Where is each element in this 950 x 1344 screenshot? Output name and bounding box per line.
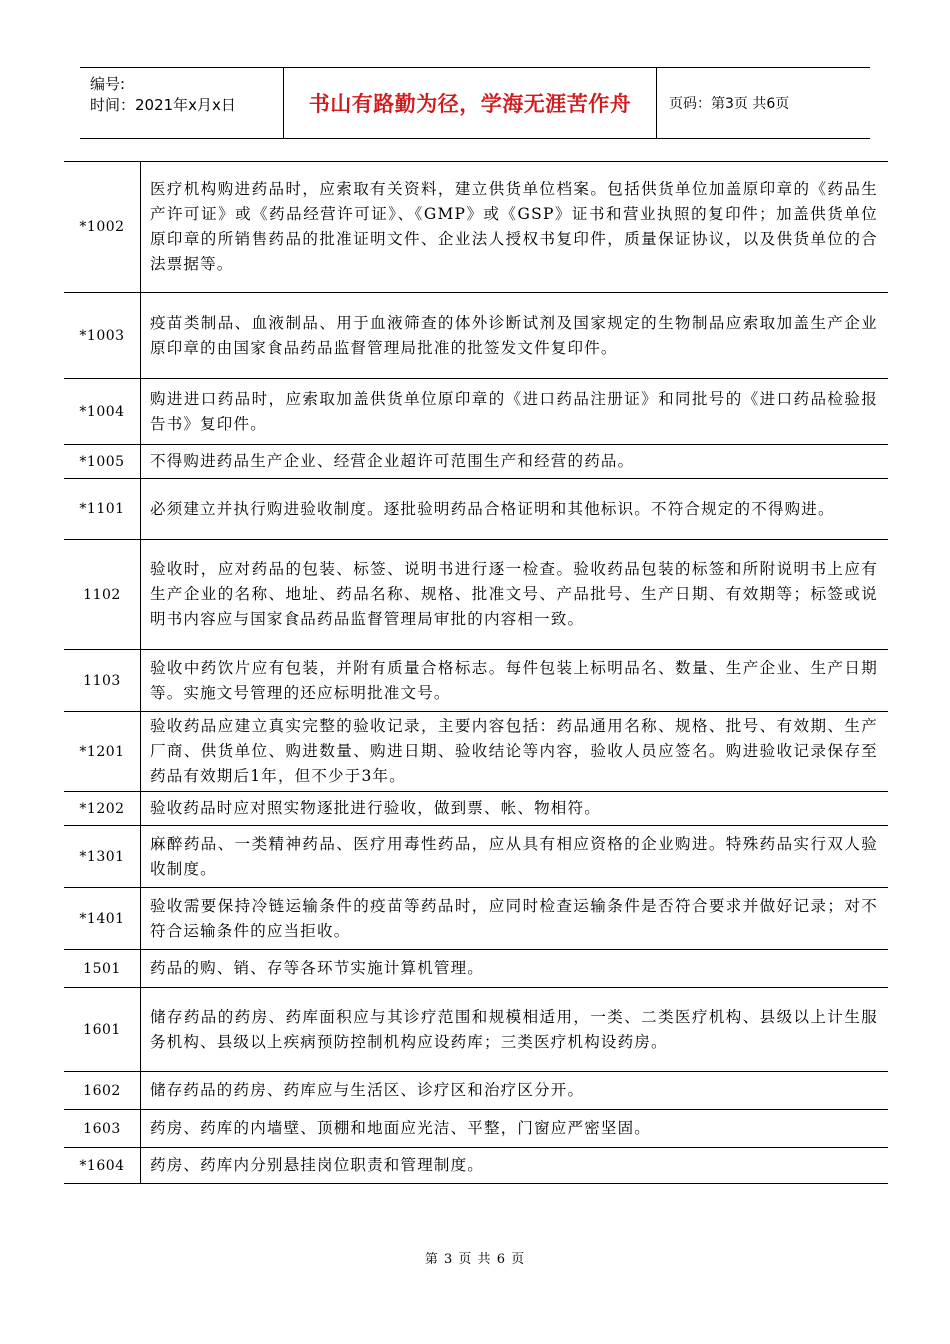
table-row <box>64 650 888 712</box>
page-header <box>80 67 870 139</box>
item-description: 储存药品的药房、药库面积应与其诊疗范围和规模相适用，一类、二类医疗机构、县级以上计生服务机构、县级以上疾病预防控制机构应设药库；三类医疗机构设药房。 <box>141 988 889 1072</box>
item-code: *1202 <box>64 792 141 826</box>
item-description: 验收中药饮片应有包装，并附有质量合格标志。每件包装上标明品名、数量、生产企业、生产日期等。实施文号管理的还应标明批准文号。 <box>141 650 889 712</box>
item-description: 购进进口药品时，应索取加盖供货单位原印章的《进口药品注册证》和同批号的《进口药品检验报告书》复印件。 <box>141 379 889 445</box>
table-row <box>64 1072 888 1110</box>
item-description: 验收药品应建立真实完整的验收记录，主要内容包括：药品通用名称、规格、批号、有效期、生产厂商、供货单位、购进数量、购进日期、验收结论等内容，验收人员应签名。购进验收记录保存至药品有效期后1年，但不少于3年。 <box>141 712 889 792</box>
table-row <box>64 792 888 826</box>
item-description: 不得购进药品生产企业、经营企业超许可范围生产和经营的药品。 <box>141 445 889 479</box>
item-description: 验收药品时应对照实物逐批进行验收，做到票、帐、物相符。 <box>141 792 889 826</box>
item-code: 1601 <box>64 988 141 1072</box>
item-code: 1602 <box>64 1072 141 1110</box>
item-description: 医疗机构购进药品时，应索取有关资料，建立供货单位档案。包括供货单位加盖原印章的《药品生产许可证》或《药品经营许可证》、《GMP》或《GSP》证书和营业执照的复印件；加盖供货单位原印章的所销售药品的批准证明文件、企业法人授权书复印件，质量保证协议，以及供货单位的合法票据等。 <box>141 162 889 293</box>
item-code: *1201 <box>64 712 141 792</box>
item-code: 1501 <box>64 950 141 988</box>
item-description: 疫苗类制品、血液制品、用于血液筛查的体外诊断试剂及国家规定的生物制品应索取加盖生产企业原印章的由国家食品药品监督管理局批准的批签发文件复印件。 <box>141 293 889 379</box>
header-meta <box>80 68 284 138</box>
item-code: *1003 <box>64 293 141 379</box>
document-date: 时间：2021年x月x日 <box>90 96 236 114</box>
header-page-info: 页码：第3页 共6页 <box>669 96 790 112</box>
page-footer: 第 3 页 共 6 页 <box>424 1252 526 1267</box>
table-row <box>64 540 888 650</box>
item-description: 验收需要保持冷链运输条件的疫苗等药品时，应同时检查运输条件是否符合要求并做好记录；对不符合运输条件的应当拒收。 <box>141 888 889 950</box>
header-motto: 书山有路勤为径，学海无涯苦作舟 <box>284 68 657 138</box>
item-code: *1005 <box>64 445 141 479</box>
item-description: 药品的购、销、存等各环节实施计算机管理。 <box>141 950 889 988</box>
item-description: 麻醉药品、一类精神药品、医疗用毒性药品，应从具有相应资格的企业购进。特殊药品实行双人验收制度。 <box>141 826 889 888</box>
item-code: *1604 <box>64 1148 141 1184</box>
item-code: *1002 <box>64 162 141 293</box>
table-row <box>64 162 888 293</box>
item-code: *1004 <box>64 379 141 445</box>
table-row <box>64 988 888 1072</box>
table-row <box>64 950 888 988</box>
table-row <box>64 479 888 540</box>
table-row <box>64 826 888 888</box>
table-row <box>64 888 888 950</box>
table-row <box>64 379 888 445</box>
item-code: *1101 <box>64 479 141 540</box>
item-description: 药房、药库的内墙壁、顶棚和地面应光洁、平整，门窗应严密坚固。 <box>141 1110 889 1148</box>
item-code: *1401 <box>64 888 141 950</box>
table-row <box>64 445 888 479</box>
item-description: 储存药品的药房、药库应与生活区、诊疗区和治疗区分开。 <box>141 1072 889 1110</box>
table-row <box>64 1110 888 1148</box>
item-description: 药房、药库内分别悬挂岗位职责和管理制度。 <box>141 1148 889 1184</box>
document-number-label: 编号: <box>90 75 126 93</box>
table-row <box>64 1148 888 1184</box>
item-description: 必须建立并执行购进验收制度。逐批验明药品合格证明和其他标识。不符合规定的不得购进。 <box>141 479 889 540</box>
table-row <box>64 293 888 379</box>
inspection-items-table <box>64 161 888 1184</box>
item-code: *1301 <box>64 826 141 888</box>
item-description: 验收时，应对药品的包装、标签、说明书进行逐一检查。验收药品包装的标签和所附说明书上应有生产企业的名称、地址、药品名称、规格、批准文号、产品批号、生产日期、有效期等；标签或说明书内容应与国家食品药品监督管理局审批的内容相一致。 <box>141 540 889 650</box>
item-code: 1103 <box>64 650 141 712</box>
item-code: 1603 <box>64 1110 141 1148</box>
item-code: 1102 <box>64 540 141 650</box>
table-row <box>64 712 888 792</box>
